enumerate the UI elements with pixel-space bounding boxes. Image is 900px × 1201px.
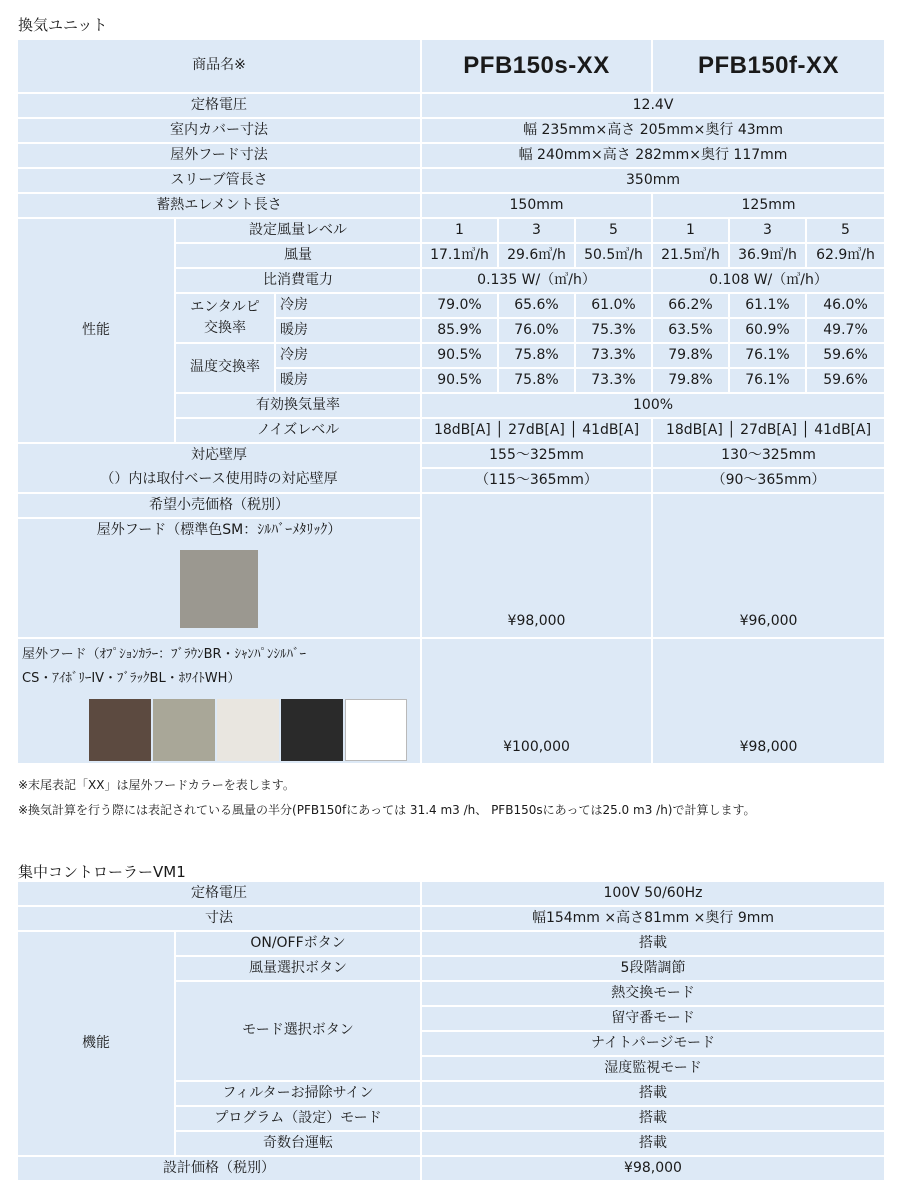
airflow-cell: 21.5㎥/h [652, 243, 729, 268]
unit-section-title: 換気ユニット [18, 16, 108, 34]
option-hood-price-f: ¥98,000 [652, 638, 885, 764]
model-s: PFB150s-XX [421, 39, 652, 93]
enthalpy-cooling-cell: 46.0% [806, 293, 885, 318]
airflow-level-cell: 1 [421, 218, 498, 243]
outdoor-hood-size-label: 屋外フード寸法 [17, 143, 421, 168]
swatch-white [345, 699, 407, 761]
temperature-cooling-cell: 79.8% [652, 343, 729, 368]
program-mode-value: 搭載 [421, 1106, 885, 1131]
wall-thickness-f: 130～325mm [652, 443, 885, 468]
filter-sign-value: 搭載 [421, 1081, 885, 1106]
power-ratio-s: 0.135 W/（㎥/h） [421, 268, 652, 293]
airflow-select-label: 風量選択ボタン [175, 956, 421, 981]
element-length-s: 150mm [421, 193, 652, 218]
unit-spec-table [16, 38, 886, 765]
airflow-cell: 50.5㎥/h [575, 243, 652, 268]
temperature-cooling-cell: 59.6% [806, 343, 885, 368]
note-xx-suffix: ※末尾表記「XX」は屋外フードカラーを表します。 [18, 778, 295, 792]
swatch-brown [89, 699, 151, 761]
standard-hood-swatch [180, 550, 258, 628]
swatch-ivory [217, 699, 279, 761]
noise-label: ノイズレベル [175, 418, 421, 443]
on-off-button-value: 搭載 [421, 931, 885, 956]
enthalpy-cooling-cell: 65.6% [498, 293, 575, 318]
enthalpy-cooling-cell: 79.0% [421, 293, 498, 318]
enthalpy-cooling-cell: 61.1% [729, 293, 806, 318]
power-ratio-label: 比消費電力 [175, 268, 421, 293]
temperature-cooling-cell: 75.8% [498, 343, 575, 368]
airflow-level-label: 設定風量レベル [175, 218, 421, 243]
wall-thickness-s: 155～325mm [421, 443, 652, 468]
model-f: PFB150f-XX [652, 39, 885, 93]
indoor-cover-size-label: 室内カバー寸法 [17, 118, 421, 143]
controller-size-value: 幅154mm ×高さ81mm ×奥行 9mm [421, 906, 885, 931]
temperature-heating-cell: 90.5% [421, 368, 498, 393]
effective-rate-value: 100% [421, 393, 885, 418]
temperature-heating-cell: 59.6% [806, 368, 885, 393]
standard-hood-cell [17, 518, 421, 638]
rated-voltage-label: 定格電圧 [17, 93, 421, 118]
enthalpy-heating-cell: 76.0% [498, 318, 575, 343]
temperature-exchange-label: 温度交換率 [175, 343, 275, 393]
element-length-label: 蓄熱エレメント長さ [17, 193, 421, 218]
standard-hood-price-s: ¥98,000 [421, 493, 652, 638]
mode-item: 湿度監視モード [421, 1056, 885, 1081]
controller-size-label: 寸法 [17, 906, 421, 931]
rated-voltage-value: 12.4V [421, 93, 885, 118]
airflow-level-cell: 5 [806, 218, 885, 243]
noise-s: 18dB[A] │ 27dB[A] │ 41dB[A] [421, 418, 652, 443]
airflow-label: 風量 [175, 243, 421, 268]
enthalpy-heating-cell: 49.7% [806, 318, 885, 343]
enthalpy-label [175, 293, 275, 343]
airflow-level-cell: 3 [729, 218, 806, 243]
airflow-level-cell: 5 [575, 218, 652, 243]
noise-f: 18dB[A] │ 27dB[A] │ 41dB[A] [652, 418, 885, 443]
retail-price-label: 希望小売価格（税別） [17, 493, 421, 518]
enthalpy-heating-cell: 60.9% [729, 318, 806, 343]
standard-hood-price-f: ¥96,000 [652, 493, 885, 638]
temperature-cooling-cell: 90.5% [421, 343, 498, 368]
program-mode-label: プログラム（設定）モード [175, 1106, 421, 1131]
controller-spec-table [16, 880, 886, 1182]
controller-voltage-label: 定格電圧 [17, 881, 421, 906]
mode-item: 熱交換モード [421, 981, 885, 1006]
airflow-cell: 17.1㎥/h [421, 243, 498, 268]
standard-hood-label: 屋外フード（標準色SM：ｼﾙﾊﾞｰﾒﾀﾘｯｸ） [96, 522, 342, 538]
swatch-champagne-silver [153, 699, 215, 761]
controller-voltage-value: 100V 50/60Hz [421, 881, 885, 906]
temperature-cooling-cell: 73.3% [575, 343, 652, 368]
enthalpy-heating-cell: 85.9% [421, 318, 498, 343]
option-hood-cell [17, 638, 421, 764]
wall-thickness-sublabel: （）内は取付ベース使用時の対応壁厚 [17, 468, 421, 493]
power-ratio-f: 0.108 W/（㎥/h） [652, 268, 885, 293]
airflow-level-cell: 3 [498, 218, 575, 243]
option-hood-label-line1: 屋外フード（ｵﾌﾟｼｮﾝｶﾗｰ：ﾌﾞﾗｳﾝBR・ｼｬﾝﾊﾟﾝｼﾙﾊﾞｰ [22, 647, 307, 662]
enthalpy-heating-cell: 75.3% [575, 318, 652, 343]
on-off-button-label: ON/OFFボタン [175, 931, 421, 956]
functions-label: 機能 [17, 931, 175, 1156]
sleeve-length-value: 350mm [421, 168, 885, 193]
mode-item: ナイトパージモード [421, 1031, 885, 1056]
temperature-cooling-label: 冷房 [275, 343, 421, 368]
wall-thickness-sub-s: （115～365mm） [421, 468, 652, 493]
swatch-black [281, 699, 343, 761]
enthalpy-heating-cell: 63.5% [652, 318, 729, 343]
option-hood-label-line2: CS・ｱｲﾎﾞﾘｰIV・ﾌﾞﾗｯｸBL・ﾎﾜｲﾄWH） [22, 671, 241, 686]
airflow-cell: 29.6㎥/h [498, 243, 575, 268]
wall-thickness-sub-f: （90～365mm） [652, 468, 885, 493]
temperature-heating-cell: 75.8% [498, 368, 575, 393]
enthalpy-label-line1: エンタルピ [190, 298, 260, 315]
temperature-heating-cell: 76.1% [729, 368, 806, 393]
odd-units-value: 搭載 [421, 1131, 885, 1156]
enthalpy-cooling-cell: 61.0% [575, 293, 652, 318]
airflow-select-value: 5段階調節 [421, 956, 885, 981]
sleeve-length-label: スリーブ管長さ [17, 168, 421, 193]
temperature-heating-cell: 73.3% [575, 368, 652, 393]
outdoor-hood-size-value: 幅 240mm×高さ 282mm×奥行 117mm [421, 143, 885, 168]
airflow-cell: 36.9㎥/h [729, 243, 806, 268]
temperature-cooling-cell: 76.1% [729, 343, 806, 368]
temperature-heating-label: 暖房 [275, 368, 421, 393]
wall-thickness-label: 対応壁厚 [17, 443, 421, 468]
enthalpy-label-line2: 交換率 [204, 320, 246, 336]
element-length-f: 125mm [652, 193, 885, 218]
mode-select-label: モード選択ボタン [175, 981, 421, 1081]
temperature-heating-cell: 79.8% [652, 368, 729, 393]
design-price-label: 設計価格（税別） [17, 1156, 421, 1181]
enthalpy-heating-label: 暖房 [275, 318, 421, 343]
performance-label: 性能 [17, 218, 175, 443]
enthalpy-cooling-cell: 66.2% [652, 293, 729, 318]
effective-rate-label: 有効換気量率 [175, 393, 421, 418]
indoor-cover-size-value: 幅 235mm×高さ 205mm×奥行 43mm [421, 118, 885, 143]
odd-units-label: 奇数台運転 [175, 1131, 421, 1156]
option-hood-price-s: ¥100,000 [421, 638, 652, 764]
option-hood-swatches [89, 699, 420, 761]
mode-item: 留守番モード [421, 1006, 885, 1031]
note-ventilation-calc: ※換気計算を行う際には表記されている風量の半分(PFB150fにあっては 31.4 m3 /h、 PFB150sにあっては25.0 m3 /h)で計算します。 [18, 803, 756, 817]
airflow-level-cell: 1 [652, 218, 729, 243]
enthalpy-cooling-label: 冷房 [275, 293, 421, 318]
filter-sign-label: フィルターお掃除サイン [175, 1081, 421, 1106]
airflow-cell: 62.9㎥/h [806, 243, 885, 268]
product-name-label: 商品名※ [17, 39, 421, 93]
controller-section-title: 集中コントローラーVM1 [18, 863, 186, 881]
design-price-value: ¥98,000 [421, 1156, 885, 1181]
